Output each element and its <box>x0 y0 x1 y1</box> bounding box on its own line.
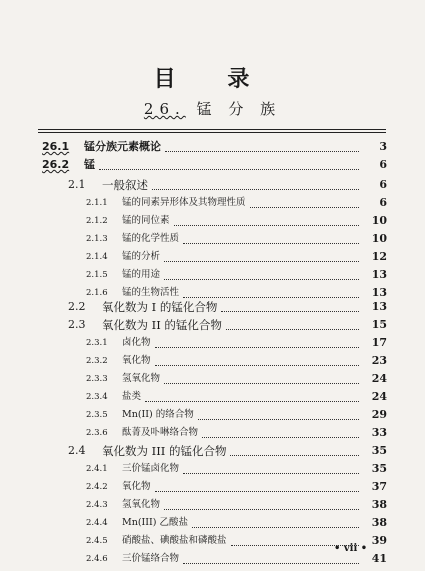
dot-leader <box>164 260 359 262</box>
entry-title: 锰的同位素 <box>122 215 170 226</box>
entry-page: 13 <box>371 300 387 313</box>
entry-title: 氧化物 <box>122 355 151 366</box>
entry-title: 氧化数为 II 的锰化合物 <box>102 318 222 332</box>
dot-leader <box>99 168 359 170</box>
entry-page: 37 <box>371 480 387 493</box>
entry-title: 氧化数为 I 的锰化合物 <box>102 300 218 314</box>
top-rule <box>38 129 386 130</box>
entry-title: Mn(II) 的络合物 <box>122 409 194 420</box>
toc-entry[interactable] <box>0 212 425 230</box>
dot-leader <box>230 454 359 456</box>
entry-page: 35 <box>371 444 387 457</box>
entry-number: 2.4.4 <box>86 518 108 528</box>
entry-number: 2.1.1 <box>86 198 108 208</box>
toc-entry[interactable] <box>0 496 425 514</box>
entry-title: 一般叙述 <box>102 178 148 192</box>
entry-page: 6 <box>379 196 387 209</box>
entry-number: 2.3.3 <box>86 374 108 384</box>
entry-title: 氧化物 <box>122 481 151 492</box>
entry-number: 2.4.2 <box>86 482 108 492</box>
entry-title: 盐类 <box>122 391 142 402</box>
dot-leader <box>174 224 359 226</box>
entry-number: 2.3.1 <box>86 338 108 348</box>
toc-entry[interactable] <box>0 266 425 284</box>
entry-page: 6 <box>379 178 387 191</box>
toc-entry[interactable] <box>0 194 425 212</box>
toc-entry[interactable] <box>0 156 425 174</box>
entry-page: 3 <box>379 140 387 153</box>
entry-title: 卤化物 <box>122 337 151 348</box>
entry-number: 2.1.6 <box>86 288 108 298</box>
entry-number: 2.3.2 <box>86 356 108 366</box>
toc-entry[interactable] <box>0 370 425 388</box>
entry-number: 2.1 <box>68 178 86 191</box>
entry-page: 24 <box>371 390 387 403</box>
entry-number: 2.3.5 <box>86 410 108 420</box>
entry-title: 氢氧化物 <box>122 499 161 510</box>
entry-title: 锰的化学性质 <box>122 233 180 244</box>
toc-entry[interactable] <box>0 478 425 496</box>
toc-entry[interactable] <box>0 442 425 460</box>
entry-page: 38 <box>371 516 387 529</box>
dot-leader <box>155 346 359 348</box>
entry-title: Mn(III) 乙酸盐 <box>122 517 189 528</box>
entry-title: 锰 <box>84 158 95 171</box>
entry-page: 23 <box>371 354 387 367</box>
entry-number: 2.1.5 <box>86 270 108 280</box>
dot-leader <box>198 418 359 420</box>
dot-leader <box>152 188 359 190</box>
entry-number: 2.1.2 <box>86 216 108 226</box>
toc-entry[interactable] <box>0 138 425 156</box>
entry-number: 2.4.6 <box>86 554 108 564</box>
entry-page: 33 <box>371 426 387 439</box>
chapter-number: 26. <box>143 100 186 118</box>
entry-number: 2.4.3 <box>86 500 108 510</box>
entry-number: 2.2 <box>68 300 86 313</box>
dot-leader <box>165 150 359 152</box>
toc-entry[interactable] <box>0 424 425 442</box>
toc-entry[interactable] <box>0 176 425 194</box>
toc-entry[interactable] <box>0 298 425 316</box>
entry-title: 氧化数为 III 的锰化合物 <box>102 444 227 458</box>
entry-number: 2.1.4 <box>86 252 108 262</box>
dot-leader <box>155 490 359 492</box>
entry-number: 2.4.1 <box>86 464 108 474</box>
toc-entry[interactable] <box>0 352 425 370</box>
entry-title: 锰的同素异形体及其物理性质 <box>122 197 246 208</box>
entry-page: 13 <box>371 286 387 299</box>
page-number: • vii • <box>334 543 368 554</box>
entry-title: 三价锰卤化物 <box>122 463 180 474</box>
dot-leader <box>155 364 359 366</box>
toc-entry[interactable] <box>0 248 425 266</box>
entry-number: 2.3.6 <box>86 428 108 438</box>
dot-leader <box>183 562 359 564</box>
chapter-name: 锰 分 族 <box>196 100 282 118</box>
entry-page: 41 <box>371 552 387 565</box>
entry-page: 35 <box>371 462 387 475</box>
toc-entry[interactable] <box>0 388 425 406</box>
entry-page: 24 <box>371 372 387 385</box>
entry-page: 15 <box>371 318 387 331</box>
dot-leader <box>183 242 359 244</box>
dot-leader <box>164 382 359 384</box>
dot-leader <box>250 206 359 208</box>
entry-page: 17 <box>371 336 387 349</box>
entry-title: 锰的分析 <box>122 251 161 262</box>
entry-title: 硝酸盐、碘酸盐和磷酸盐 <box>122 535 227 546</box>
entry-title: 三价锰络合物 <box>122 553 180 564</box>
entry-number: 26.1 <box>42 140 70 153</box>
toc-entry[interactable] <box>0 316 425 334</box>
entry-page: 38 <box>371 498 387 511</box>
dot-leader <box>192 526 359 528</box>
dot-leader <box>164 278 359 280</box>
toc-entry[interactable] <box>0 334 425 352</box>
toc-entry[interactable] <box>0 460 425 478</box>
dot-leader <box>145 400 359 402</box>
dot-leader <box>221 310 359 312</box>
entry-number: 2.3 <box>68 318 86 331</box>
page-title: 目 录 <box>153 67 272 92</box>
entry-title: 锰的用途 <box>122 269 161 280</box>
toc-entry[interactable] <box>0 514 425 532</box>
entry-page: 13 <box>371 268 387 281</box>
entry-title: 锰分族元素概论 <box>84 140 161 153</box>
entry-page: 6 <box>379 158 387 171</box>
entry-page: 10 <box>371 214 387 227</box>
top-rule-thin <box>38 132 386 133</box>
entry-number: 26.2 <box>42 158 70 171</box>
toc-entry[interactable] <box>0 406 425 424</box>
toc-entry[interactable] <box>0 230 425 248</box>
dot-leader <box>226 328 359 330</box>
entry-page: 10 <box>371 232 387 245</box>
entry-number: 2.4.5 <box>86 536 108 546</box>
entry-page: 29 <box>371 408 387 421</box>
entry-title: 酞菁及卟啉络合物 <box>122 427 199 438</box>
dot-leader <box>202 436 359 438</box>
entry-number: 2.3.4 <box>86 392 108 402</box>
entry-page: 12 <box>371 250 387 263</box>
chapter-heading <box>0 98 425 119</box>
dot-leader <box>183 472 359 474</box>
dot-leader <box>164 508 359 510</box>
entry-title: 氢氧化物 <box>122 373 161 384</box>
entry-page: 39 <box>371 534 387 547</box>
entry-number: 2.1.3 <box>86 234 108 244</box>
entry-title: 锰的生物活性 <box>122 287 180 298</box>
entry-number: 2.4 <box>68 444 86 457</box>
